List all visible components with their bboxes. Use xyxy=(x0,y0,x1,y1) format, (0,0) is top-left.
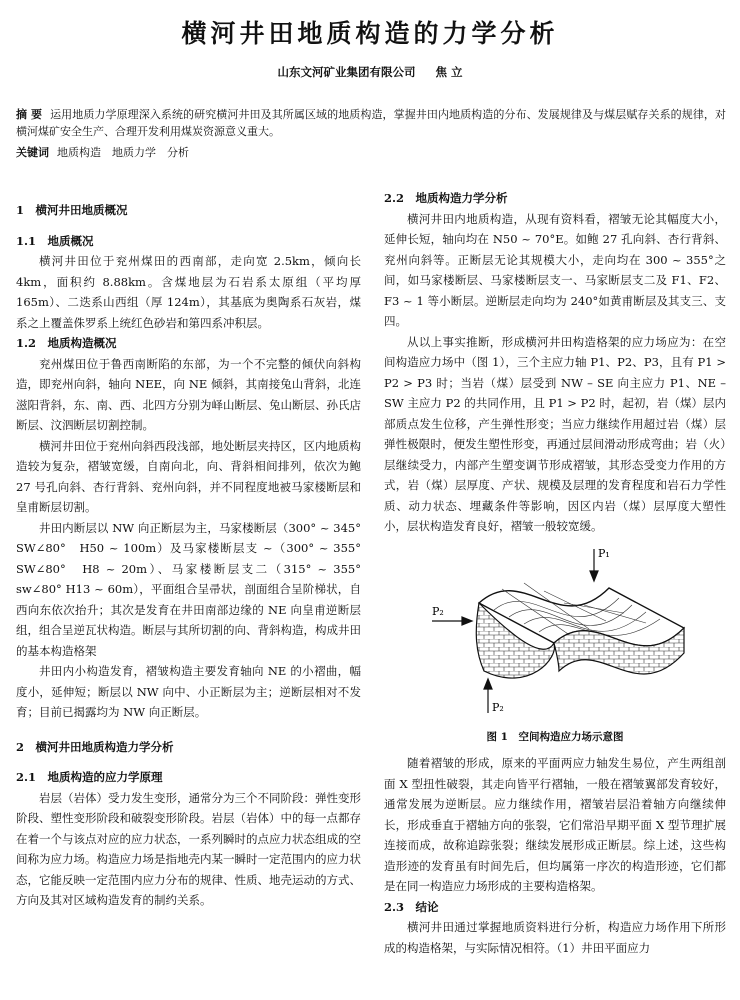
label-p2-bottom: P₂ xyxy=(492,700,504,714)
subsection-heading-2-3: 2.3 结论 xyxy=(384,899,439,914)
keywords-text: 地质构造 地质力学 分析 xyxy=(57,146,189,159)
paragraph: 岩层（岩体）受力发生变形，通常分为三个不同阶段：弹性变形阶段、塑性变形阶段和破裂变形阶段。岩层（岩体）中的每一点都存在着一个与该点对应的应力状态，一系列瞬时的点应力状态组成的空间称为应力场。构造应力场是指地壳内某一瞬时一定范围内的应力状态，它能反映一定范围内应力分布的规律、性质、地壳运动的方式、方向及其对区域构造发育的制约关系。 xyxy=(16,790,361,907)
abstract xyxy=(16,106,726,140)
arrow-p2-bottom-icon xyxy=(484,679,492,713)
paper-title: 横河井田地质构造的力学分析 xyxy=(181,19,559,48)
figure-stress-field xyxy=(384,543,726,723)
paragraph: 横河井田通过掌握地质资料进行分析，构造应力场作用下所形成的构造格架，与实际情况相符。（1）井田平面应力 xyxy=(384,920,726,955)
label-p1: P₁ xyxy=(598,546,610,560)
subsection-heading-2-1: 2.1 地质构造的应力学原理 xyxy=(16,770,163,784)
left-column xyxy=(16,200,373,911)
abstract-text: 运用地质力学原理深入系统的研究横河井田及其所属区域的地质构造，掌握井田内地质构造的分布、发展规律及与煤层赋存关系的规律，对横河煤矿安全生产、合理开发利用煤炭资源意义重大。 xyxy=(16,108,726,138)
section-heading-2: 2 横河井田地质构造力学分析 xyxy=(16,739,174,754)
author-line xyxy=(0,64,740,80)
paragraph: 横河井田位于兖州煤田的西南部，走向宽 2.5km，倾向长 4km，面积约 8.88km。含煤地层为石岩系太原组（平均厚 165m）、二迭系山西组（厚 124m），其基底为奥陶系石灰岩，煤系之上覆盖侏罗系上统红色砂岩和第四系冲积层。 xyxy=(16,254,361,330)
paragraph: 横河井田内地质构造，从现有资料看，褶皱无论其幅度大小，延伸长短，轴向均在 N50 ~ 70°E。如鲍 27 孔向斜、杏行背斜、兖州向斜等。正断层无论其规模大小，走向均在 300 ~ 355°之间，如马家楼断层、马家楼断层支一、马家断层支二及 F1、F2、F3 ~ 1 等小断层。逆断层走向均为 240°如黄甫断层及其支三、支四。 xyxy=(384,211,726,328)
paragraph: 随着褶皱的形成，原来的平面两应力轴发生易位，产生两组剖面 X 型扭性破裂，其走向皆平行褶轴，一般在褶皱翼部发育较好，通常发展为逆断层。应力继续作用，褶皱岩层沿着轴方向继续伸长，形成垂直于褶轴方向的张裂，它们常沿早期平面 X 型节理扩展连接而成，故称追踪张裂；继续发展形成正断层。综上述，这些构造形迹的发育虽有时间先后，但均属第一序次的构造形迹，它们都是在同一构造应力场形成的主要构造格架。 xyxy=(384,756,726,893)
stress-field-diagram xyxy=(384,543,726,723)
paragraph: 井田内断层以 NW 向正断层为主，马家楼断层（300° ~ 345° SW∠80° H50 ~ 100m）及马家楼断层支 ~（300° ~ 355° SW∠80° H8 ~ 20m）、马家楼断层支二（315° ~ 355° sw∠80° H13 ~ 60m），平面组合呈帚状，剖面组合呈阶梯状，自西向东依次抬升；其次是发育在井田南部边缘的 NE 向皇甫逆断层组，组合呈逆瓦状构造。断层与其所切割的向、背斜构造，构成井田的基本构造格架 xyxy=(16,520,373,658)
author-name: 焦 立 xyxy=(435,65,463,79)
paragraph: 从以上事实推断，形成横河井田构造格架的应力场应为：在空间构造应力场中（图 1），三个主应力轴 P1、P2、P3，且有 P1 > P2 > P3 时；当岩（煤）层受到 NW – SE 向主应力 P1、NE – SW 主应力 P2 的共同作用，且 P1 > P2 时，起初，岩（煤）层内部质点发生位移，产生弹性形变；当应力继续作用超过岩（煤）层弹性极限时，便发生塑性形变，再通过层间滑动形成弯曲；岩（火）层继续受力，内部产生塑变调节形成褶皱，其形态受变力作用的方式，岩（煤）层厚度、产状、规模及层理的发育程度和岩石力学性质、动力状态、埋藏条件等影响，因区内岩（煤）层厚度大塑性小，层状构造发育良好，褶皱一般较宽缓。 xyxy=(384,334,726,533)
keywords-label: 关键词 xyxy=(16,146,49,159)
arrow-p1-icon xyxy=(590,549,598,581)
subsection-heading-1-2: 1.2 地质构造概况 xyxy=(16,336,117,350)
subsection-heading-2-2: 2.2 地质构造力学分析 xyxy=(384,191,508,205)
abstract-label: 摘 要 xyxy=(16,108,43,121)
paragraph: 井田内小构造发育，褶皱构造主要发育轴向 NE 的小褶曲，幅度小，延伸短；断层以 NW 向中、小正断层为主；逆断层相对不发育；目前已揭露均为 NW 向正断层。 xyxy=(16,664,361,719)
arrow-p2-left-icon xyxy=(432,617,472,625)
right-column xyxy=(384,188,726,958)
keywords xyxy=(16,144,726,161)
label-p2-left: P₂ xyxy=(432,604,444,618)
section-heading-1: 1 横河井田地质概况 xyxy=(16,203,128,217)
paragraph: 兖州煤田位于鲁西南断陷的东部，为一个不完整的倾伏向斜构造，即兖州向斜，轴向 NEE，向 NE 倾斜，其南接兔山背斜，北连滋阳背斜，东、南、西、北四方分别为峄山断层、兔山断层、孙氏店断层、汶泗断层切割控制。 xyxy=(16,356,361,432)
figure-caption: 图 1 空间构造应力场示意图 xyxy=(486,730,624,743)
author-affiliation: 山东文河矿业集团有限公司 xyxy=(277,65,416,79)
paragraph: 横河井田位于兖州向斜西段浅部，地处断层夹持区，区内地质构造较为复杂，褶皱宽缓，自南向北，向、背斜相间排列，依次为鲍 27 号孔向斜、杏行背斜、兖州向斜，并不同程度地被马家楼断层和皇甫断层切割。 xyxy=(16,438,361,514)
subsection-heading-1-1: 1.1 地质概况 xyxy=(16,233,94,248)
